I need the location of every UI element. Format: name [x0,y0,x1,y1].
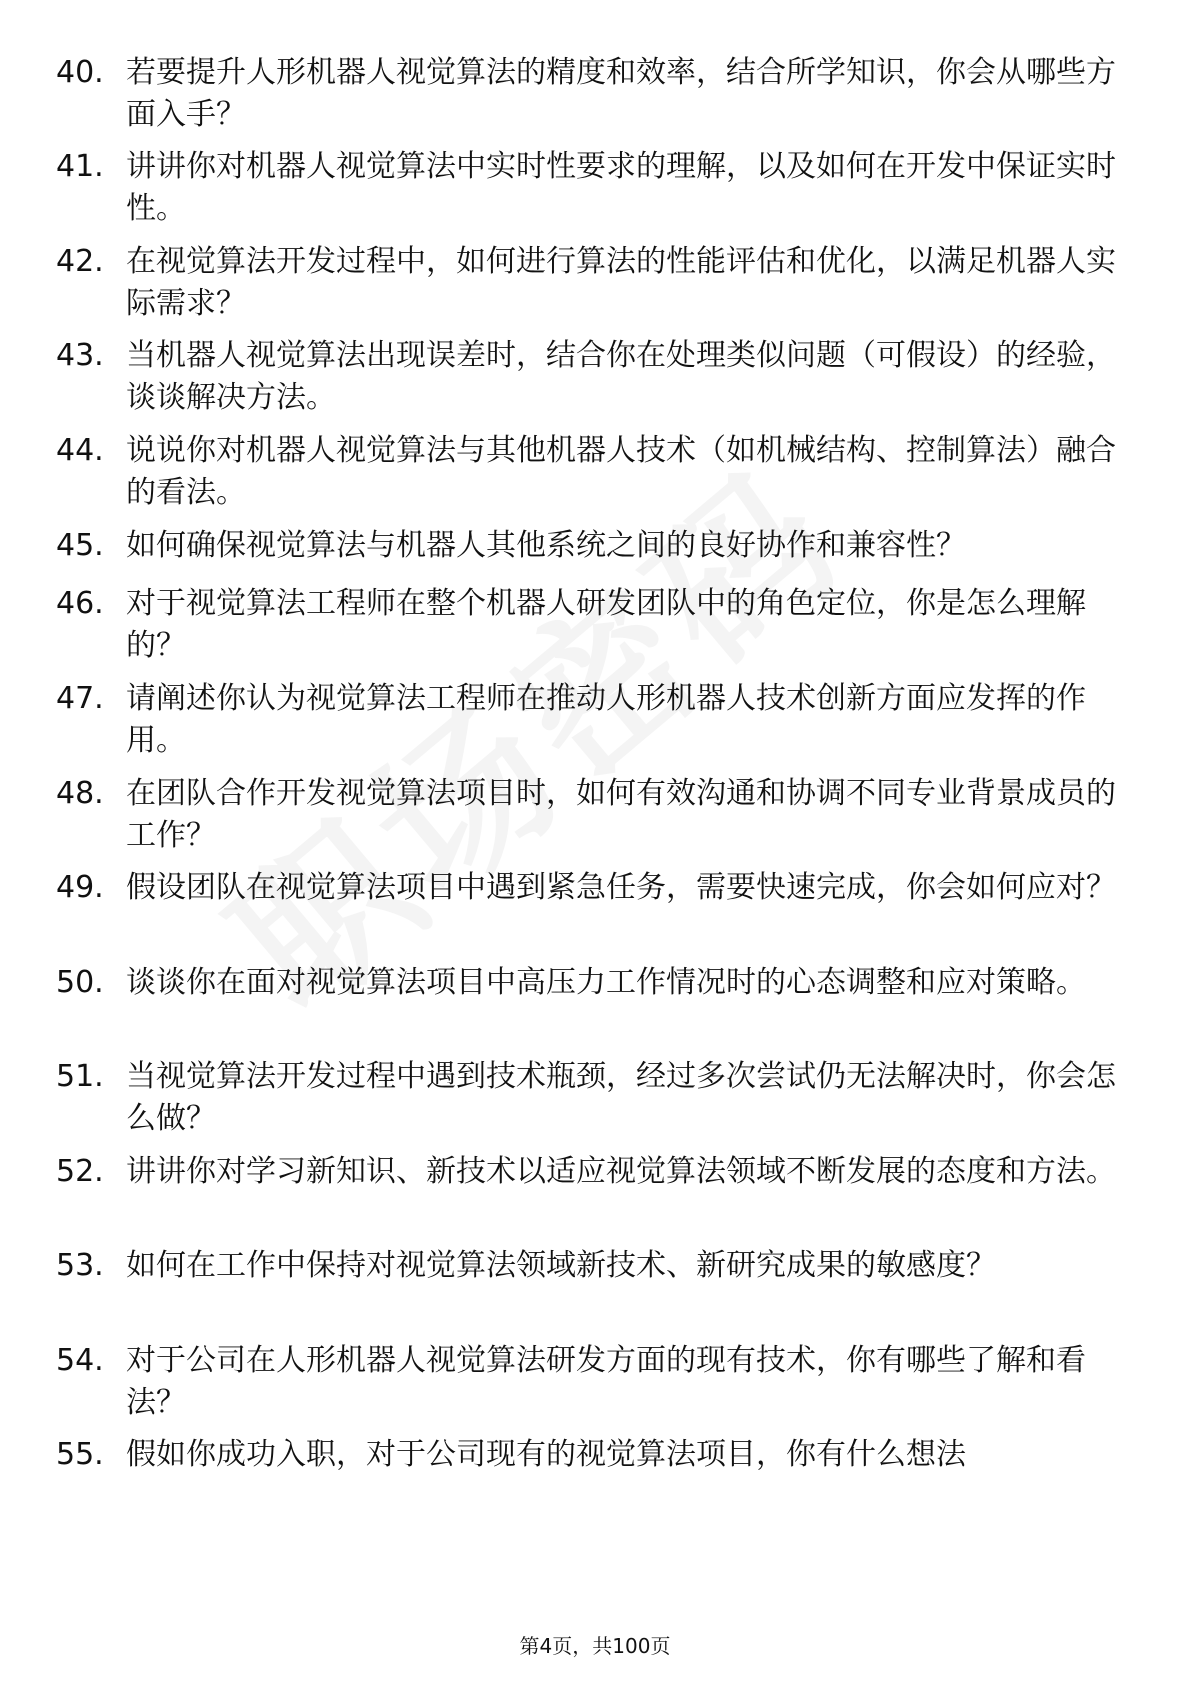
question-item [56,52,1126,138]
question-number: 45. [56,528,104,563]
question-text: 对于公司在人形机器人视觉算法研发方面的现有技术，你有哪些了解和看法？ [126,1343,1086,1420]
question-item [56,1434,1126,1520]
question-text: 若要提升人形机器人视觉算法的精度和效率，结合所学知识，你会从哪些方面入手？ [126,55,1116,132]
question-text: 当视觉算法开发过程中遇到技术瓶颈，经过多次尝试仍无法解决时，你会怎么做？ [126,1059,1116,1136]
page-number-label: 第4页，共100页 [519,1634,671,1658]
question-item [56,678,1126,764]
question-item [56,1245,1126,1331]
question-text: 如何在工作中保持对视觉算法领域新技术、新研究成果的敏感度？ [126,1248,996,1283]
question-text: 如何确保视觉算法与机器人其他系统之间的良好协作和兼容性？ [126,528,966,563]
question-number: 54. [56,1343,104,1378]
question-number: 47. [56,681,104,716]
question-item [56,773,1126,859]
question-item [56,1340,1126,1426]
question-item [56,335,1126,421]
question-text: 在视觉算法开发过程中，如何进行算法的性能评估和优化，以满足机器人实际需求？ [126,244,1116,321]
question-item [56,146,1126,232]
question-text: 请阐述你认为视觉算法工程师在推动人形机器人技术创新方面应发挥的作用。 [126,681,1086,758]
question-text: 说说你对机器人视觉算法与其他机器人技术（如机械结构、控制算法）融合的看法。 [126,433,1116,510]
question-number: 40. [56,55,104,90]
question-number: 41. [56,149,104,184]
question-number: 49. [56,870,104,905]
page-footer [0,1632,1190,1660]
question-number: 51. [56,1059,104,1094]
question-number: 44. [56,433,104,468]
question-number: 46. [56,586,104,621]
question-item [56,867,1126,953]
question-item [56,962,1126,1048]
question-number: 52. [56,1154,104,1189]
question-item [56,241,1126,327]
question-number: 55. [56,1437,104,1472]
question-number: 48. [56,776,104,811]
question-text: 对于视觉算法工程师在整个机器人研发团队中的角色定位，你是怎么理解的？ [126,586,1086,663]
question-number: 43. [56,338,104,373]
question-item [56,1056,1126,1142]
question-text: 讲讲你对机器人视觉算法中实时性要求的理解，以及如何在开发中保证实时性。 [126,149,1116,226]
question-item [56,583,1126,669]
question-text: 假设团队在视觉算法项目中遇到紧急任务，需要快速完成，你会如何应对？ [126,870,1116,905]
question-text: 谈谈你在面对视觉算法项目中高压力工作情况时的心态调整和应对策略。 [126,965,1086,1000]
question-item [56,430,1126,516]
question-item [56,1151,1126,1237]
question-text: 讲讲你对学习新知识、新技术以适应视觉算法领域不断发展的态度和方法。 [126,1154,1116,1189]
question-number: 53. [56,1248,104,1283]
question-number: 42. [56,244,104,279]
question-text: 假如你成功入职，对于公司现有的视觉算法项目，你有什么想法 [126,1437,966,1472]
question-text: 在团队合作开发视觉算法项目时，如何有效沟通和协调不同专业背景成员的工作？ [126,776,1116,853]
question-text: 当机器人视觉算法出现误差时，结合你在处理类似问题（可假设）的经验，谈谈解决方法。 [126,338,1116,415]
question-number: 50. [56,965,104,1000]
